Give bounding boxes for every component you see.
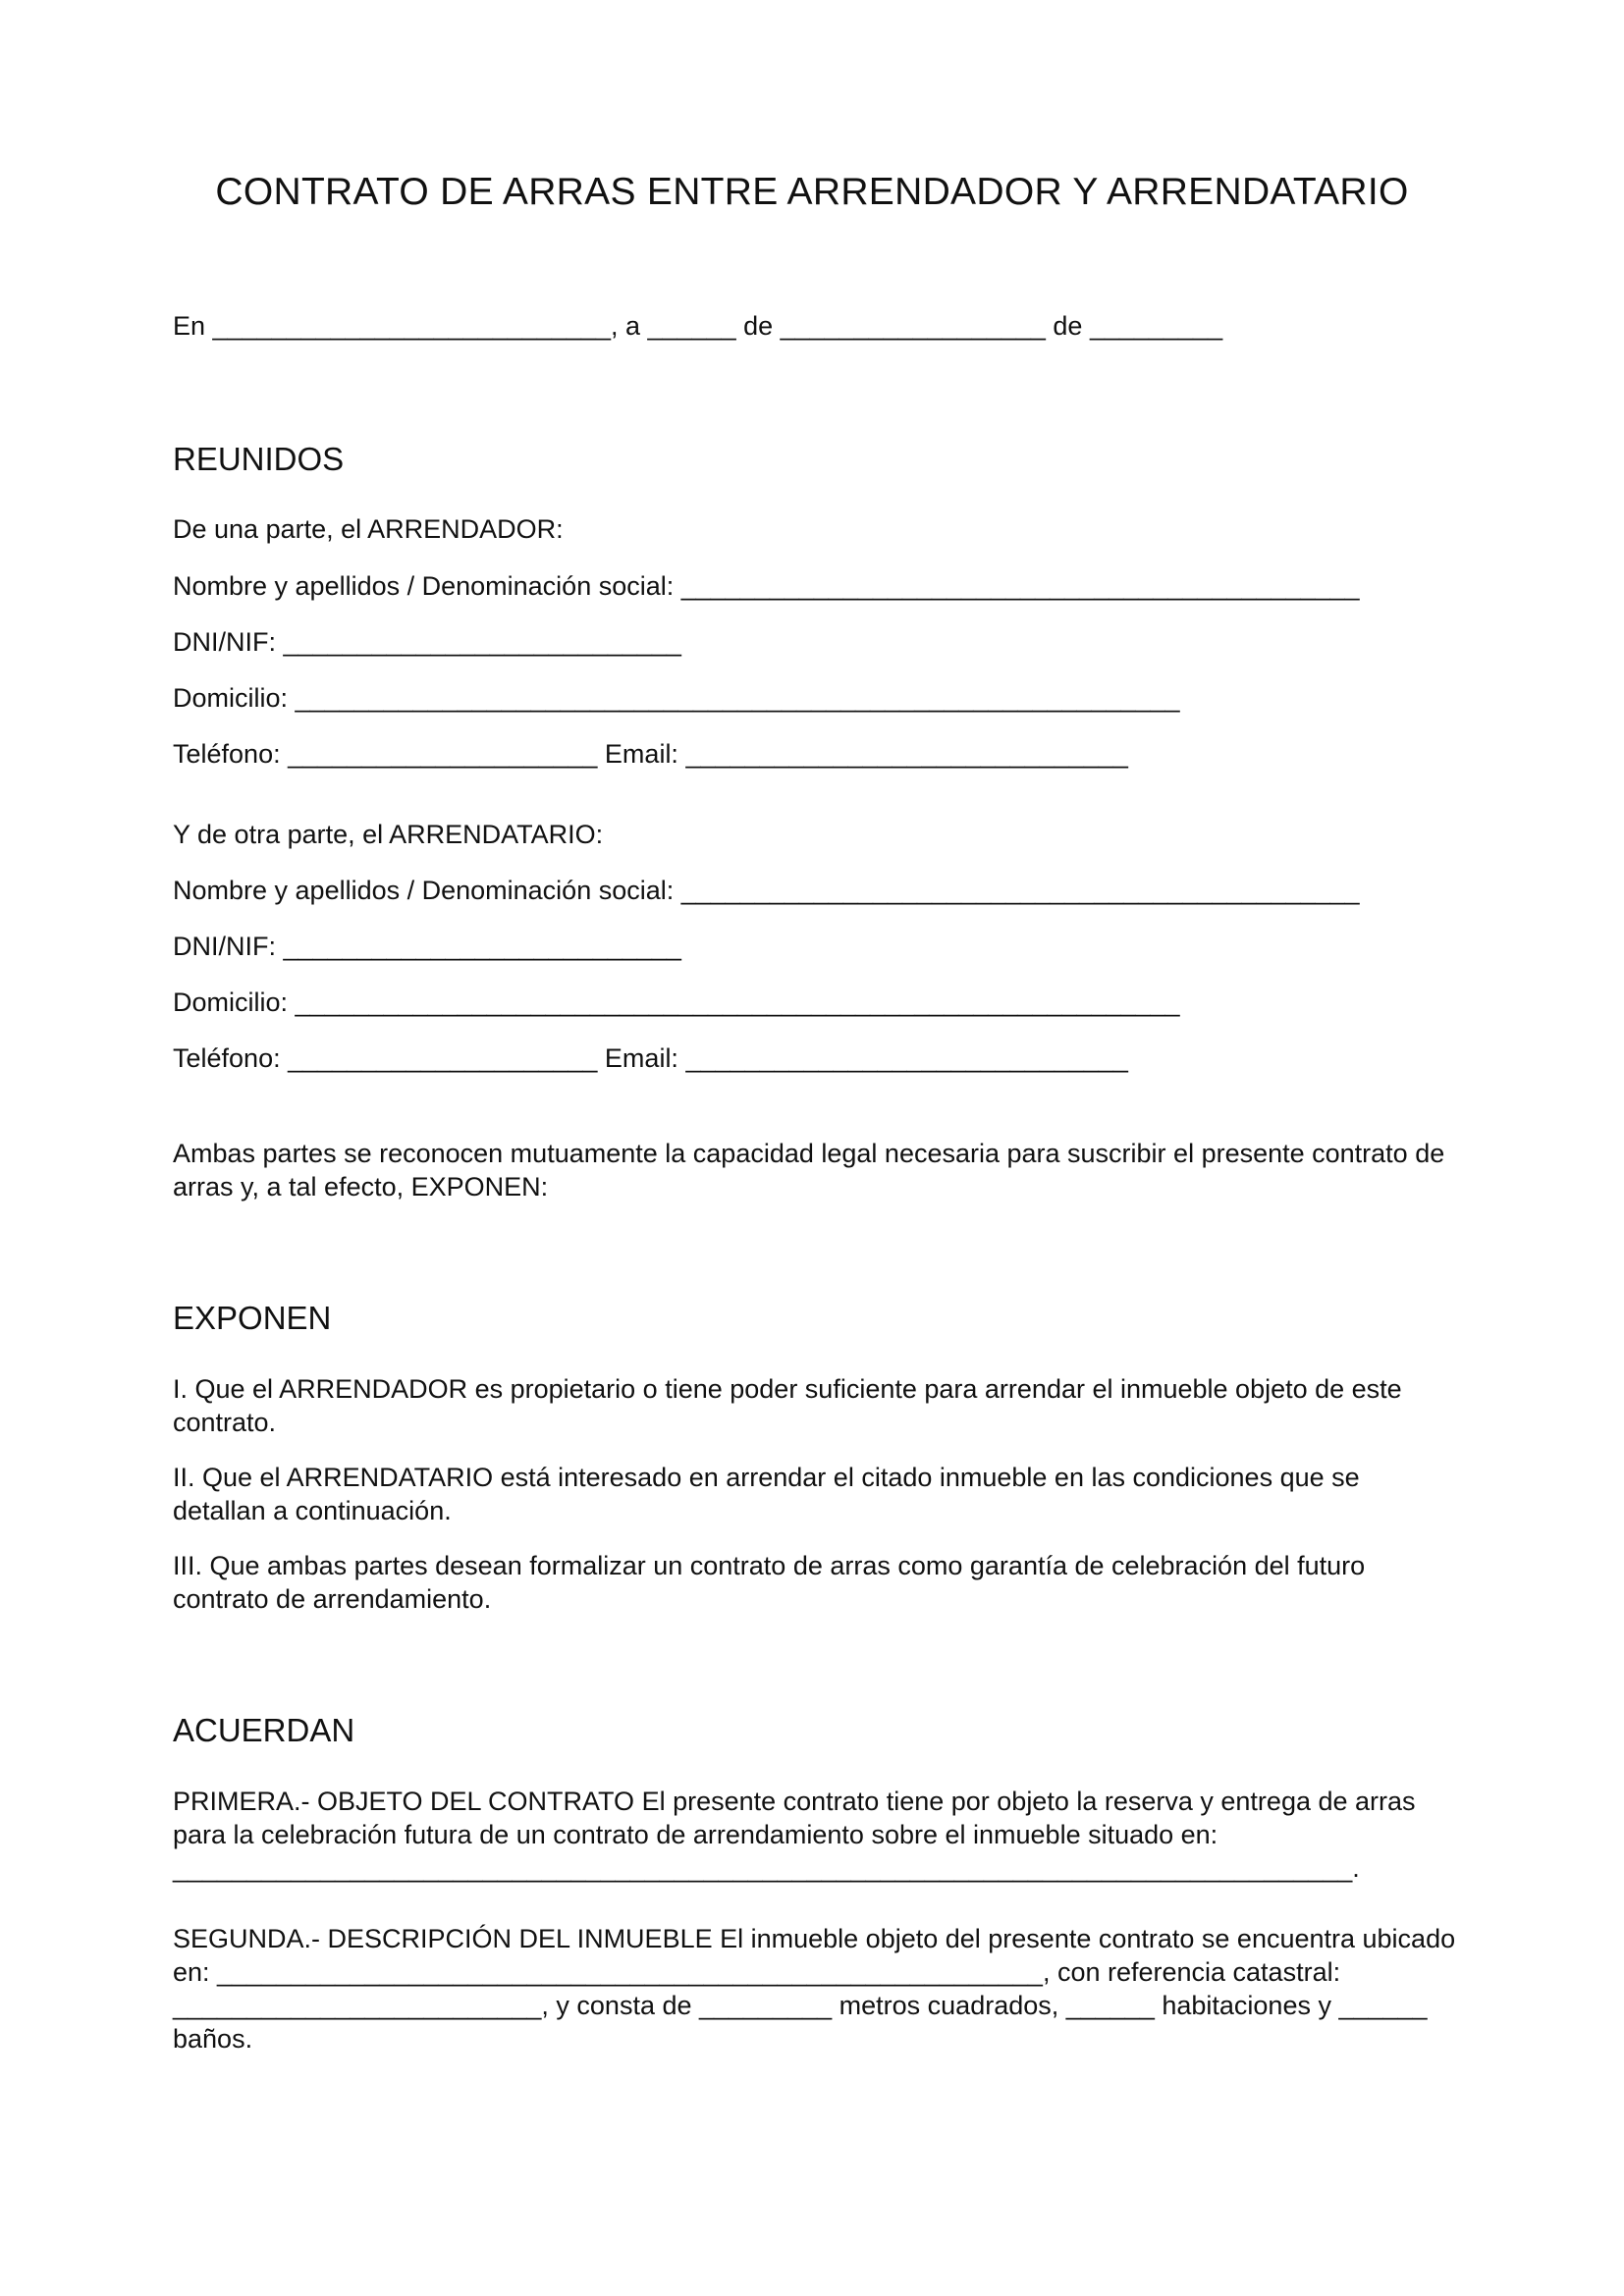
arrendador-intro: De una parte, el ARRENDADOR:	[173, 514, 564, 544]
exponen-item-1: I. Que el ARRENDADOR es propietario o tiene poder suficiente para arrendar el inmueble objeto de este contrato.	[173, 1374, 1402, 1437]
place-date-line: En ___________________________, a ______ de __________________ de _________	[173, 311, 1223, 341]
arrendador-dni-field: DNI/NIF: ___________________________	[173, 627, 681, 657]
arrendador-telefono-email-field: Teléfono: _____________________ Email: ______________________________	[173, 739, 1128, 769]
exponen-item-3: III. Que ambas partes desean formalizar un contrato de arras como garantía de celebración del futuro contrato de arrendamiento.	[173, 1551, 1366, 1614]
arrendatario-domicilio-field: Domicilio: ____________________________________________________________	[173, 988, 1180, 1017]
section-heading-exponen: EXPONEN	[173, 1300, 332, 1336]
arrendatario-telefono-email-field: Teléfono: _____________________ Email: ______________________________	[173, 1043, 1128, 1073]
section-heading-acuerdan: ACUERDAN	[173, 1712, 355, 1748]
arrendador-nombre-field: Nombre y apellidos / Denominación social: ______________________________________________	[173, 571, 1360, 601]
arrendador-domicilio-field: Domicilio: ____________________________________________________________	[173, 683, 1180, 713]
clausula-primera: PRIMERA.- OBJETO DEL CONTRATO El presente contrato tiene por objeto la reserva y entrega de arras para la celebración futura de un contrato de arrendamiento sobre el inmueble situado en: ________________________________________________________________________________.	[173, 1787, 1416, 1883]
page-title: CONTRATO DE ARRAS ENTRE ARRENDADOR Y ARRENDATARIO	[215, 171, 1409, 213]
section-heading-reunidos: REUNIDOS	[173, 441, 345, 477]
capacidad-paragraph: Ambas partes se reconocen mutuamente la capacidad legal necesaria para suscribir el presente contrato de arras y, a tal efecto, EXPONEN:	[173, 1139, 1445, 1201]
arrendatario-intro: Y de otra parte, el ARRENDATARIO:	[173, 820, 604, 849]
arrendatario-dni-field: DNI/NIF: ___________________________	[173, 932, 681, 961]
arrendatario-nombre-field: Nombre y apellidos / Denominación social: ______________________________________________	[173, 876, 1360, 905]
exponen-item-2: II. Que el ARRENDATARIO está interesado en arrendar el citado inmueble en las condiciones que se detallan a continuación.	[173, 1463, 1360, 1525]
clausula-segunda: SEGUNDA.- DESCRIPCIÓN DEL INMUEBLE El inmueble objeto del presente contrato se encuentra ubicado en: ________________________________________________________, con referencia catastral: _________________________, y consta de _________ metros cuadrados, ______ habitaciones y ______ baños.	[173, 1924, 1456, 2054]
